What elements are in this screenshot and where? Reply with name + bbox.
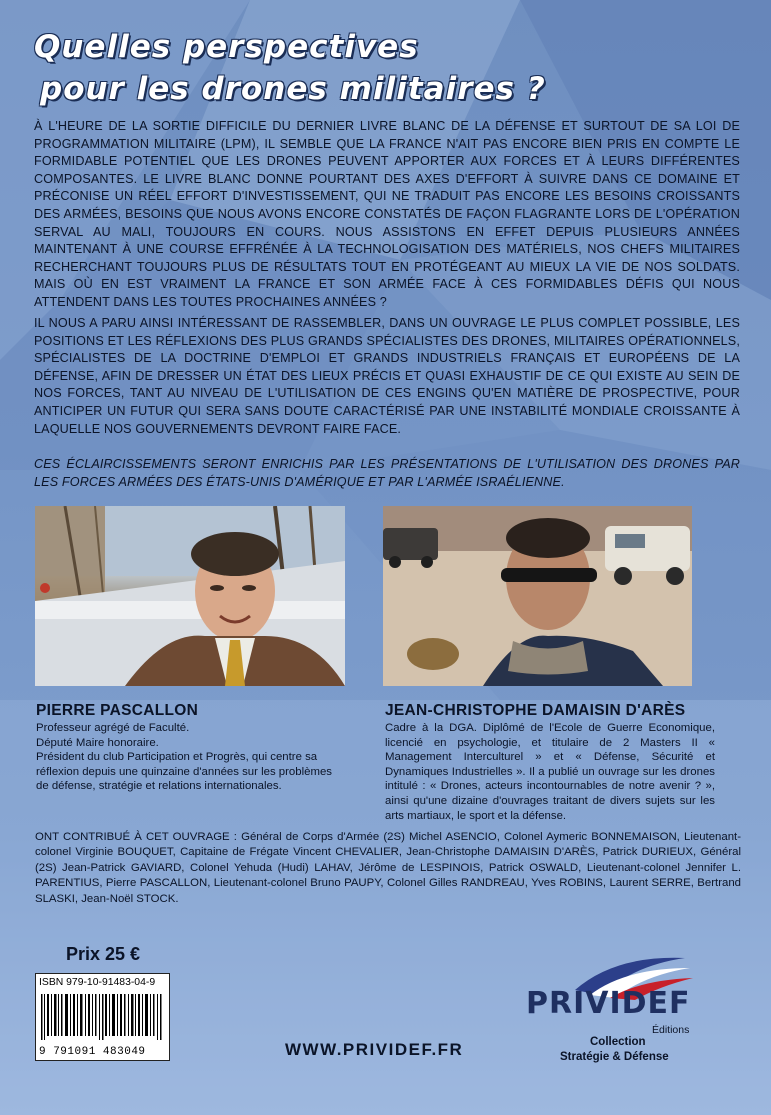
author-bio-2 [385,721,715,823]
isbn-number: ISBN 979-10-91483-04-9 [39,977,156,988]
summary-paragraph-2: IL NOUS A PARU AINSI INTÉRESSANT DE RASSEMBLER, DANS UN OUVRAGE LE PLUS COMPLET POSSIBLE, LES POSITIONS ET LES RÉFLEXIONS DES PLUS GRANDS SPÉCIALISTES DES DRONES, MILITAIRES OPÉRATIONNELS, SPÉCIALISTES DE LA DOCTRINE D'EMPLOI ET GRANDS INDUSTRIELS FRANÇAIS ET EUROPÉENS DE LA DÉFENSE, AFIN DE DRESSER UN ÉTAT DES LIEUX PRÉCIS ET QUASI EXHAUSTIF DE CE QUI EXISTE AU SEIN DE NOS FORCES, TANT AU NIVEAU DE L'UTILISATION DE CES ENGINS QU'EN MATIÈRE DE PROSPECTIVE, POUR ANTICIPER UN FUTUR QUI SERA SANS DOUTE CARACTÉRISÉ PAR UNE INSTABILITÉ MONDIALE CROISSANTE À LAQUELLE NOS GOUVERNEMENTS DEVRONT FAIRE FACE. [34,316,740,436]
portrait-illustration [35,506,345,686]
title-line-2: pour les drones militaires ? [40,71,546,107]
author-name-1: PIERRE PASCALLON [36,702,199,719]
barcode-digits: 9 791091 483049 [39,1046,146,1058]
publisher-logo [520,950,730,1070]
collection-name: Stratégie & Défense [560,1051,669,1063]
publisher-website: WWW.PRIVIDEF.FR [285,1040,464,1059]
price-label: Prix 25 € [66,944,141,964]
author-photo-pascallon [35,506,345,686]
portrait-illustration-desert [383,506,692,686]
summary-paragraph-3: CES ÉCLAIRCISSEMENTS SERONT ENRICHIS PAR LES PRÉSENTATIONS DE L'UTILISATION DES DRONES PAR LES FORCES ARMÉES DES ÉTATS-UNIS D'AMÉRIQUE ET PAR L'ARMÉE ISRAÉLIENNE. [34,457,740,489]
author-1-bio-line: Président du club Participation et Progrès, qui centre sa réflexion depuis une quinzaine d'années sur les problèmes de défense, stratégie et relations internationales. [36,751,332,793]
book-title [34,26,754,110]
title-line-1: Quelles perspectives [34,29,419,65]
barcode-icon [39,994,166,1040]
author-1-bio-line: Député Maire honoraire. [36,736,159,749]
collection-label: Collection [590,1036,646,1048]
author-1-bio-line: Professeur agrégé de Faculté. [36,722,190,734]
author-name-2: JEAN-CHRISTOPHE DAMAISIN D'ARÈS [385,702,686,719]
barcode-panel [35,973,170,1061]
publisher-brand: PRIVIDEF [526,986,691,1021]
author-bio-1 [36,721,336,794]
contributors-list: ONT CONTRIBUÉ À CET OUVRAGE : Général de Corps d'Armée (2S) Michel ASENCIO, Colonel Aymeric BONNEMAISON, Lieutenant-colonel Virginie BOUQUET, Capitaine de Frégate Vincent CHEVALIER, Jean-Christophe DAMAISIN D'ARÈS, Patrick DURIEUX, Général (2S) Jean-Patrick GAVIARD, Colonel Yehuda (Hudi) LAHAV, Jérôme de LESPINOIS, Patrick OSWALD, Lieutenant-colonel Jennifer L. PARENTIUS, Pierre PASCALLON, Lieutenant-colonel Bruno PAUPY, Colonel Gilles RANDREAU, Yves ROBINS, Laurent SERRE, Bertrand SLASKI, Jean-Noël STOCK. [35,831,741,905]
publisher-editions: Éditions [652,1024,690,1036]
author-2-bio-line: Cadre à la DGA. Diplômé de l'Ecole de Guerre Economique, licencié en psychologie, et titulaire de 2 Masters II « Management Interculturel » et « Défense, Sécurité et Dynamiques Industrielles ». Il a publié un ouvrage sur les drones intitulé : « Drones, acteurs incontournables de notre avenir ? », ainsi qu'une dizaine d'ouvrages traitant de divers sujets sur les arts martiaux, le sport et la défense. [385,722,715,822]
summary-paragraph-1: À L'HEURE DE LA SORTIE DIFFICILE DU DERNIER LIVRE BLANC DE LA DÉFENSE ET SURTOUT DE SA LOI DE PROGRAMMATION MILITAIRE (LPM), IL SEMBLE QUE LA FRANCE N'AIT PAS ENCORE BIEN PRIS EN COMPTE LE FORMIDABLE POTENTIEL QUE LES DRONES PEUVENT APPORTER AUX FORCES ET À LEURS DIFFÉRENTES COMPOSANTES. LE LIVRE BLANC DONNE POURTANT DES AXES D'EFFORT À SUIVRE DANS CE DOMAINE ET PRÉCONISE UN RÉEL EFFORT D'INVESTISSEMENT, QUI NE TRADUIT PAS ENCORE LES BESOINS CROISSANTS DES ARMÉES, BESOINS QUE NOUS AVONS ENCORE CONSTATÉS DE FAÇON FLAGRANTE LORS DE L'OPÉRATION SERVAL AU MALI, TOUJOURS EN COURS. NOUS ASSISTONS EN EFFET DEPUIS PLUSIEURS ANNÉES MAINTENANT À UNE COURSE EFFRÉNÉE À LA TECHNOLOGISATION DES MATÉRIELS, NOS CHEFS MILITAIRES RECHERCHANT TOUJOURS PLUS DE RÉSULTATS TOUT EN PROTÉGEANT AU MIEUX LA VIE DE NOS SOLDATS. MAIS OÙ EN EST VRAIMENT LA FRANCE ET SON ARMÉE FACE À CES FORMIDABLES DÉFIS QUI NOUS ATTENDENT DANS LES TOUTES PROCHAINES ANNÉES ? [34,119,740,309]
author-photo-damaisin [383,506,692,686]
